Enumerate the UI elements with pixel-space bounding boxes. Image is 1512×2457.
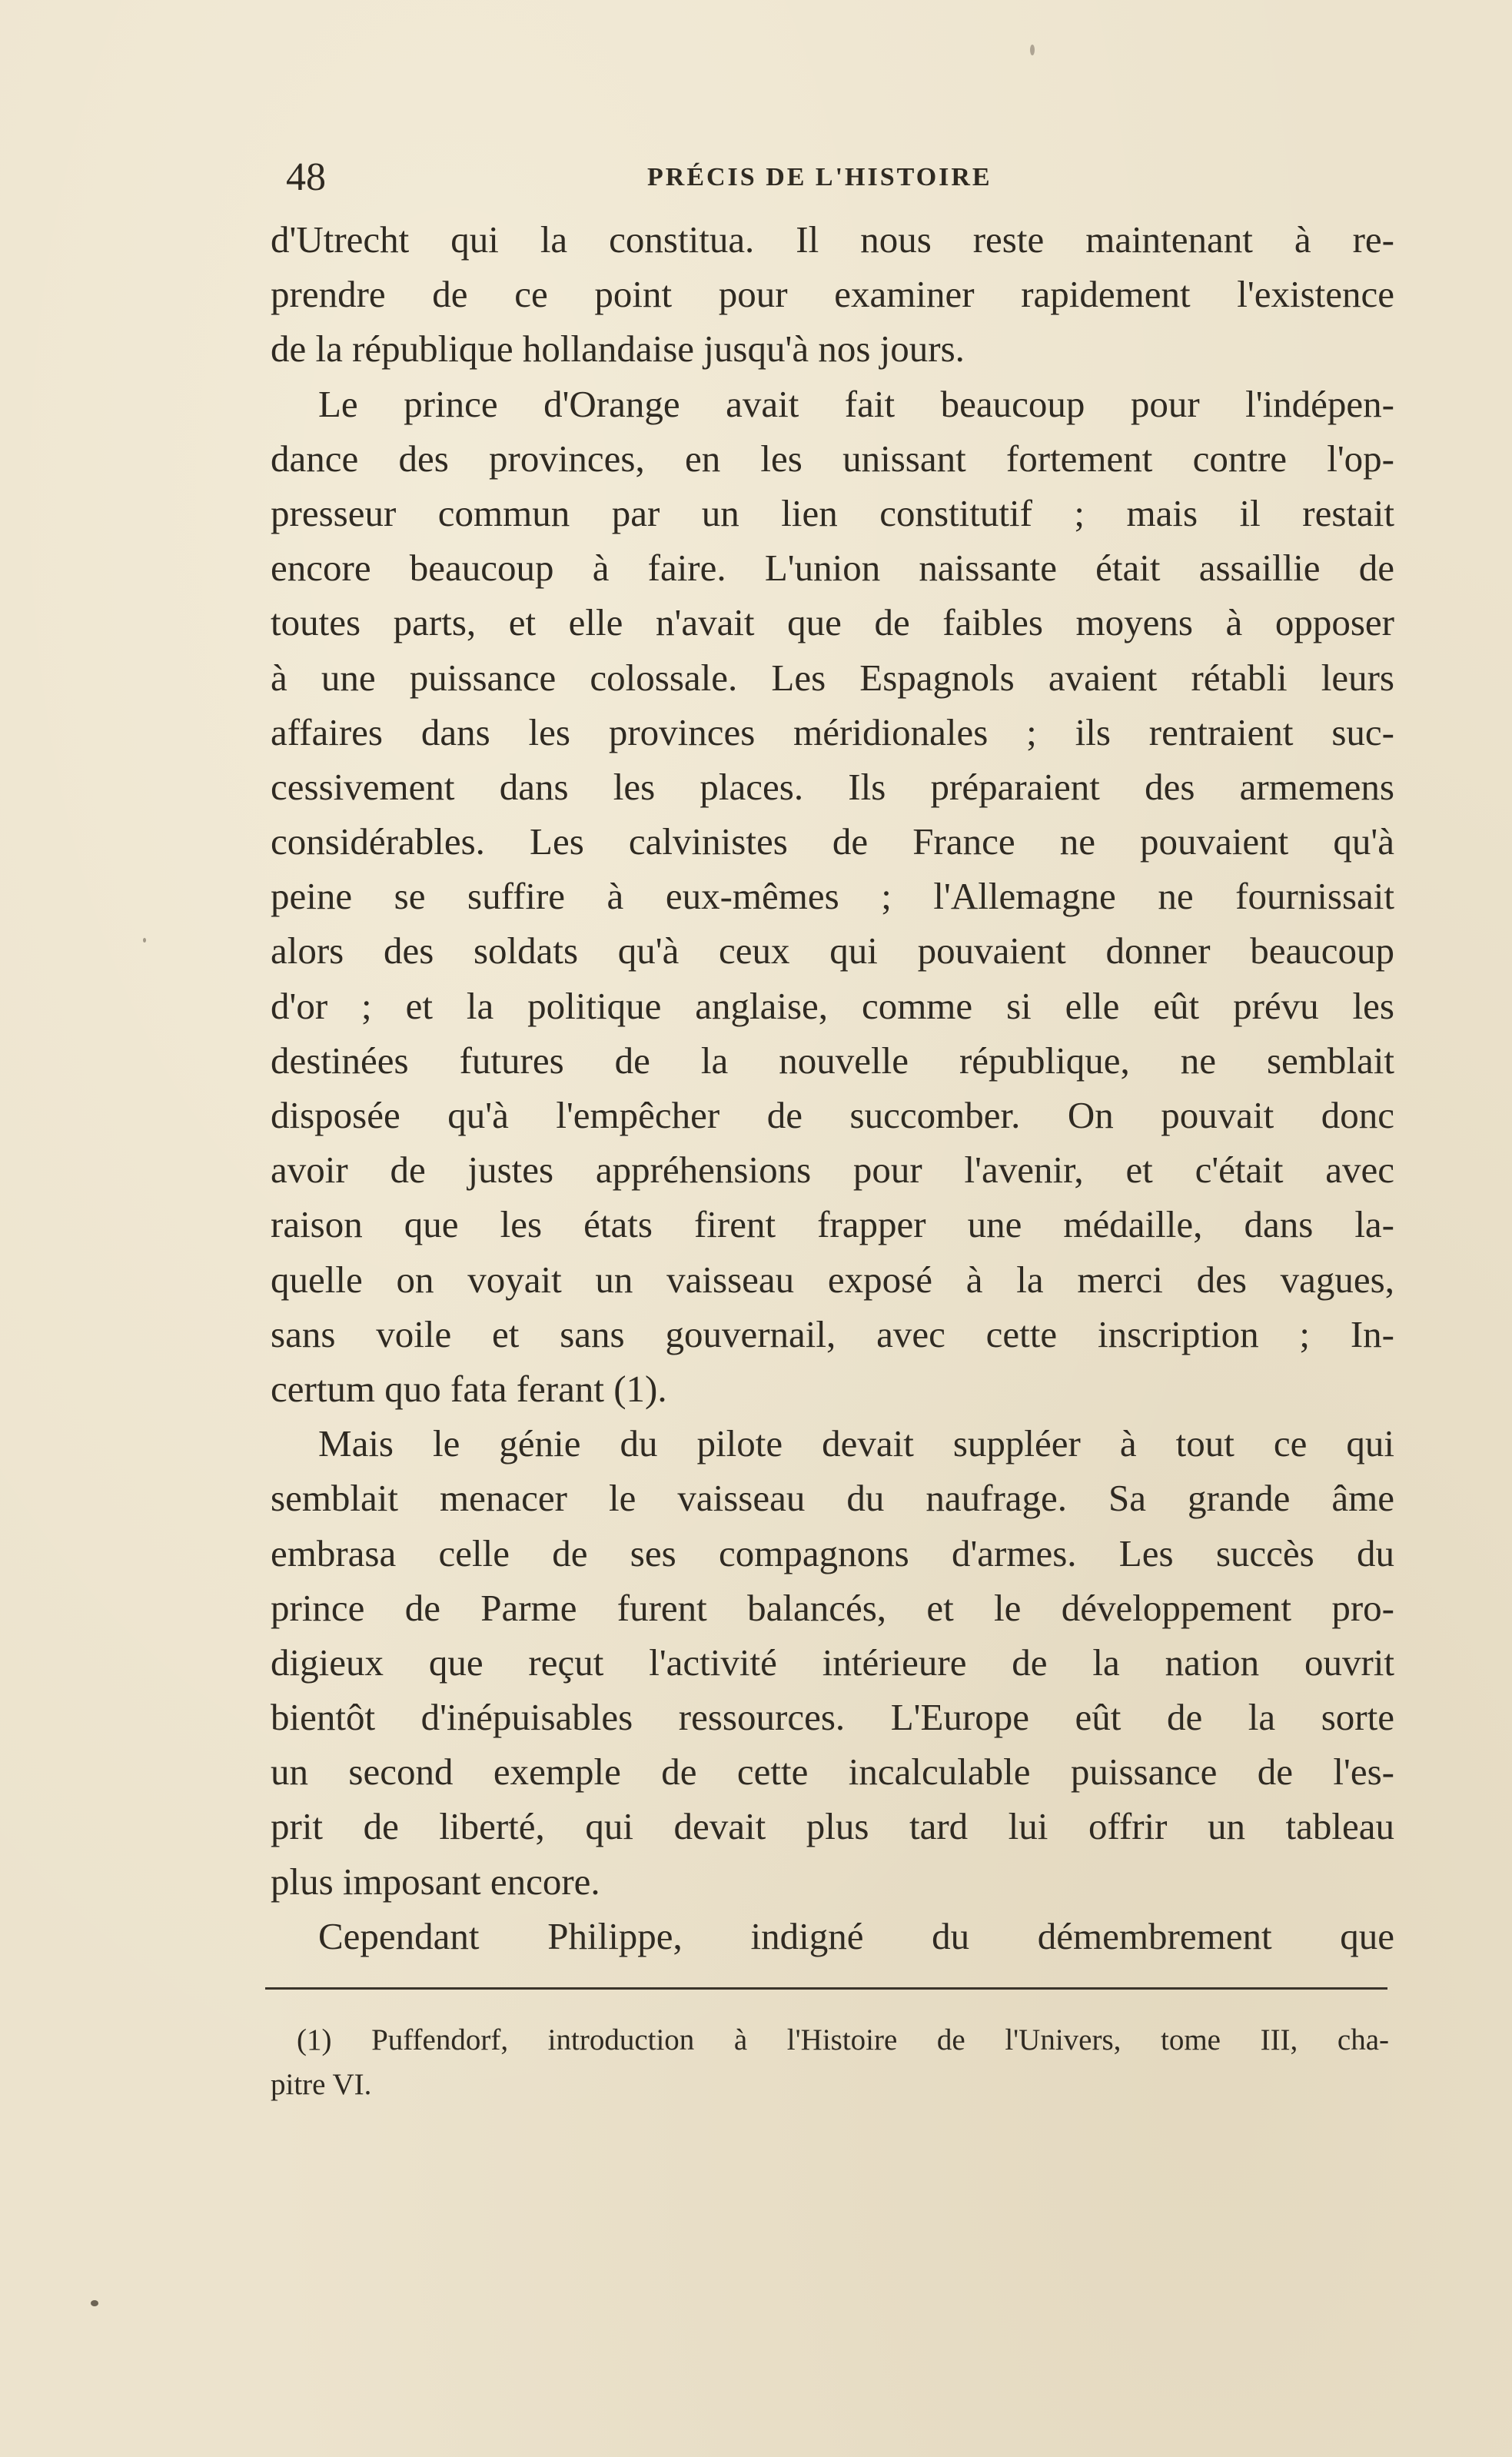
text-line: Cependant Philippe, indigné du démembrement que (318, 1914, 1394, 1957)
text-line: digieux que reçut l'activité intérieure de la nation ouvrit (271, 1641, 1394, 1684)
text-line: avoir de justes appréhensions pour l'avenir, et c'était avec (271, 1149, 1394, 1192)
text-line: Le prince d'Orange avait fait beaucoup pour l'indépen- (318, 382, 1394, 425)
text-line: quelle on voyait un vaisseau exposé à la merci des vagues, (271, 1258, 1394, 1301)
text-line: de la république hollandaise jusqu'à nos jours. (271, 327, 965, 371)
text-line: peine se suffire à eux-mêmes ; l'Allemagne ne fournissait (271, 875, 1394, 918)
text-line: alors des soldats qu'à ceux qui pouvaient donner beaucoup (271, 929, 1394, 972)
footnote-line: (1) Puffendorf, introduction à l'Histoire de l'Univers, tome III, cha- (297, 2023, 1389, 2056)
page-number: 48 (286, 155, 326, 199)
running-head: PRÉCIS DE L'HISTOIRE (647, 163, 992, 191)
page-header (286, 151, 1062, 204)
text-line: affaires dans les provinces méridionales ; ils rentraient suc- (271, 710, 1394, 753)
text-line: un second exemple de cette incalculable puissance de l'es- (271, 1750, 1394, 1794)
paper-speck (91, 2300, 98, 2306)
text-line: sans voile et sans gouvernail, avec cette inscription ; In- (271, 1312, 1394, 1355)
body-text (271, 212, 1394, 1963)
text-line: raison que les états firent frapper une médaille, dans la- (271, 1203, 1394, 1246)
text-line: prendre de ce point pour examiner rapidement l'existence (271, 273, 1394, 316)
text-line: toutes parts, et elle n'avait que de faibles moyens à opposer (271, 601, 1394, 644)
paper-speck (143, 938, 146, 943)
text-line: dance des provinces, en les unissant fortement contre l'op- (271, 437, 1394, 480)
text-line: prince de Parme furent balancés, et le développement pro- (271, 1586, 1394, 1629)
text-line: semblait menacer le vaisseau du naufrage. Sa grande âme (271, 1477, 1394, 1520)
footnote-line: pitre VI. (271, 2068, 372, 2101)
text-line: plus imposant encore. (271, 1860, 600, 1903)
text-line: d'or ; et la politique anglaise, comme si elle eût prévu les (271, 984, 1394, 1027)
footnote (271, 2018, 1389, 2107)
text-line: encore beaucoup à faire. L'union naissante était assaillie de (271, 547, 1394, 590)
text-line: d'Utrecht qui la constitua. Il nous reste maintenant à re- (271, 218, 1394, 261)
text-line: bientôt d'inépuisables ressources. L'Europe eût de la sorte (271, 1696, 1394, 1739)
text-line: considérables. Les calvinistes de France ne pouvaient qu'à (271, 820, 1394, 863)
paper-speck (1030, 45, 1035, 55)
text-line: cessivement dans les places. Ils préparaient des armemens (271, 765, 1394, 808)
text-line: disposée qu'à l'empêcher de succomber. On pouvait donc (271, 1094, 1394, 1136)
text-line: prit de liberté, qui devait plus tard lui offrir un tableau (271, 1805, 1394, 1848)
footnote-divider (265, 1987, 1387, 1990)
text-line: Mais le génie du pilote devait suppléer à tout ce qui (318, 1422, 1394, 1465)
text-line: certum quo fata ferant (1). (271, 1367, 667, 1410)
text-line: embrasa celle de ses compagnons d'armes. Les succès du (271, 1531, 1394, 1574)
text-line: presseur commun par un lien constitutif ; mais il restait (271, 491, 1394, 534)
text-line: à une puissance colossale. Les Espagnols avaient rétabli leurs (271, 656, 1394, 699)
text-line: destinées futures de la nouvelle république, ne semblait (271, 1039, 1394, 1082)
